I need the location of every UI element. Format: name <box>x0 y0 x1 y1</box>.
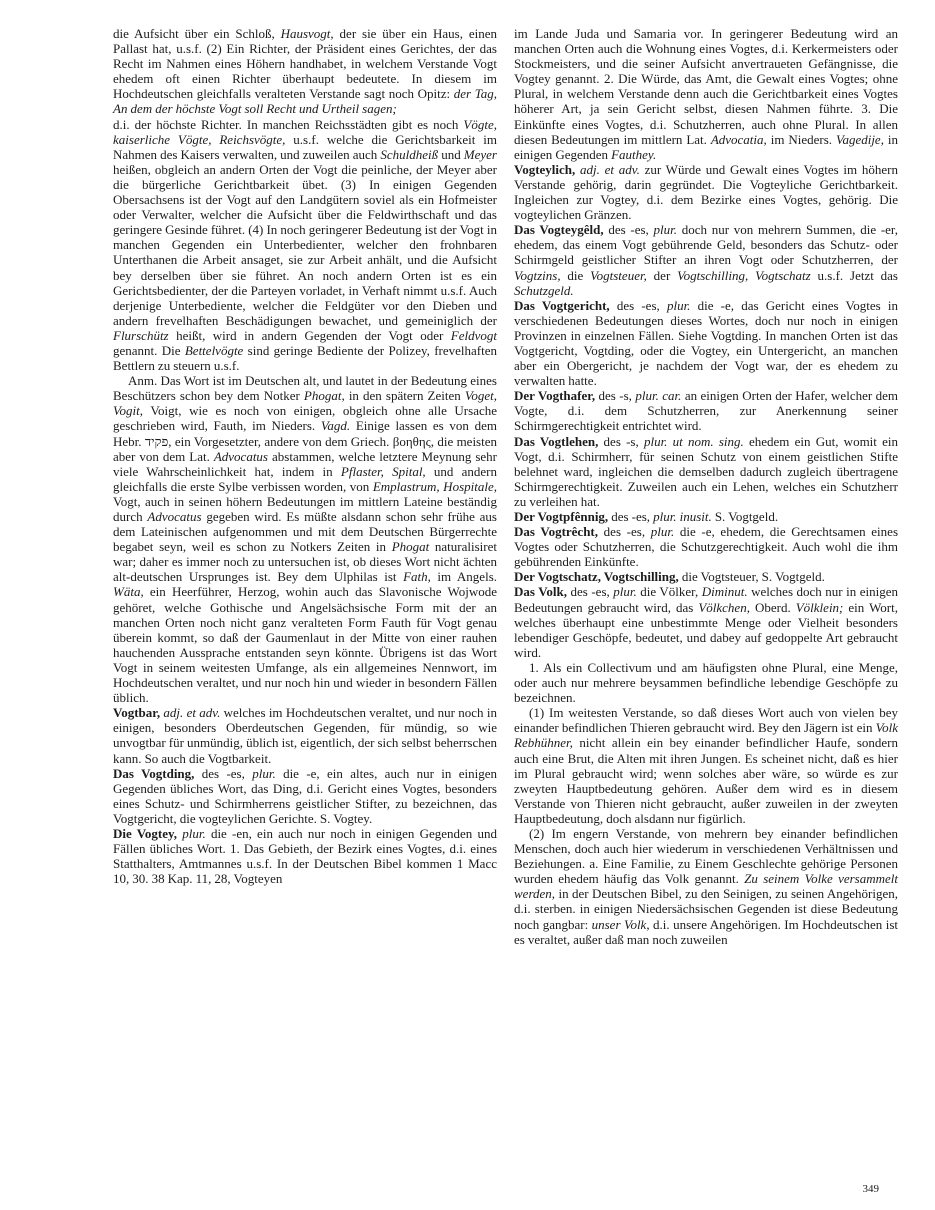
text-run: welches doch nur in einigen Bedeutungen gebraucht wird, das <box>514 584 898 615</box>
paragraph <box>113 117 497 374</box>
text-run-italic: Feldvogt <box>450 327 497 343</box>
text-run-italic: plur. inusit. <box>653 509 712 524</box>
entry-headword: Vogteylich, <box>514 161 576 177</box>
text-run: heißt, wird in andern Gegenden der Vogt oder <box>168 327 451 343</box>
text-run-italic: Zu seinem Volke versammelt werden, <box>514 871 898 902</box>
text-run-italic: Phogat <box>391 539 430 555</box>
entry-headword: Das Vogteygêld, <box>514 222 604 238</box>
paragraph <box>514 434 898 509</box>
text-run: die -e, das Gericht eines Vogtes in verschiedenen Bedeutungen dieses Wortes, doch nur noch in einigen Provinzen in einzelnen Fällen. Siehe Vogtding. In manchen Orten ist das Vogtgericht, Vogtding, oder die Vogtey, ein Untergericht, an manchen aber ein Obergericht, je nachdem der Vogt war, der es ehedem zu verwalten hatte. <box>514 297 898 389</box>
text-run-italic: Vogtsteuer, <box>590 267 647 283</box>
text-run: des -es, <box>608 509 654 524</box>
text-run: doch nur von mehrern Summen, die -er, ehedem, das einem Vogt gebührende Geld, besonders das Schutz- oder Schirmgeld geistlicher Stifter an ihren Vogt oder Schutzherren, der <box>514 222 898 268</box>
text-run: die Aufsicht über ein Schloß, <box>113 26 281 41</box>
text-run-italic: plur. <box>613 584 637 600</box>
entry-headword: Das Vogtlehen, <box>514 433 599 449</box>
text-run-italic: unser Volk, <box>591 916 650 932</box>
paragraph <box>514 162 898 222</box>
text-run: die -e, ehedem, die Gerechtsamen eines Vogtes oder Schutzherren, die Schutzgerechtigkeit. Auch wohl die ihm gebührenden Einkünfte. <box>514 524 899 570</box>
text-run-italic: Bettelvögte <box>184 342 244 358</box>
text-run-italic: Phogat, <box>303 388 345 404</box>
page-number: 349 <box>862 1183 879 1195</box>
text-run: S. Vogtgeld. <box>711 509 779 524</box>
text-run: in den spätern Zeiten <box>344 388 465 404</box>
text-run: Voigt, wie es noch von einigen, obgleich ohne alle Ursache geschrieben wird, Fauth, im Nieders. <box>113 403 497 434</box>
text-run: zur Würde und Gewalt eines Vogtes im höhern Verstande gehörig, darin gegründet. Die Vogteyliche Gerichtbarkeit. Ingleichen zur Vogtey, d.i. dem Bezirke eines Vogtes, gehörig. Die vogteylichen Gränzen. <box>514 161 898 223</box>
paragraph <box>514 826 898 947</box>
text-block <box>113 26 898 947</box>
text-run: welches im Hochdeutschen veraltet, und nur noch in einigen, besonders Oberdeutschen Gegenden, für mündig, so wie unvogtbar für unmündig, üblich ist, eigentlich, der sich selbst beherrschen kann. So auch die Vogtbarkeit. <box>113 705 497 766</box>
text-run-italic: Advocatia, <box>710 131 767 147</box>
text-run: im Lande Juda und Samaria vor. In geringerer Bedeutung wird an manchen Orten auch die Wohnung eines Vogtes, d.i. Kerkermeisters oder Stockmeisters, und die seiner Aufsicht anvertraueten Gefängnisse, die Vogtey genannt. 2. Die Würde, das Amt, die Gewalt eines Vogtes; ohne Plural, in welchem Verstande denn auch die Gerichtbarkeit eines Vogtes höherer Art, ja sein Gericht selbst, diesen Nahmen führte. 3. Die Einkünfte eines Vogtes, d.i. Schutzherren, auch ohne Plural. In allen diesen Bedeutungen im mittlern Lat. <box>514 26 898 147</box>
text-run-italic: plur. <box>666 297 691 313</box>
text-run: des -s, <box>598 433 644 449</box>
paragraph <box>514 584 898 659</box>
column-left <box>113 26 497 947</box>
text-run-italic: plur. <box>653 222 677 238</box>
text-run: Oberd. <box>749 599 796 615</box>
entry-headword: Das Vogtding, <box>113 765 195 781</box>
text-run-italic: Vagd. <box>320 418 351 434</box>
paragraph <box>514 524 898 569</box>
paragraph <box>514 705 898 826</box>
text-run-italic: Meyer <box>463 146 497 162</box>
text-run: d.i. der höchste Richter. In manchen Reichsstädten gibt es noch <box>113 116 464 132</box>
text-run: gegeben wird. Es müßte alsdann schon sehr frühe aus dem Lateinischen aufgenommen und mit dem Deutschen Bürgerrechte begabet seyn, weil es schon zu Notkers Zeiten in <box>113 509 497 555</box>
column-right <box>514 26 898 947</box>
text-run-italic: Emplastrum, Hospitale, <box>372 478 497 494</box>
text-run: naturalisiret war; daher es immer noch zu untersuchen ist, ob dieses Wort nicht ächten alt-deutschen Ursprunges ist. Bey dem Ulphilas ist <box>113 539 497 585</box>
text-run-italic: Flurschütz <box>113 327 169 343</box>
text-run-italic: der Tag, An dem der höchste Vogt soll Recht und Urtheil sagen; <box>113 86 498 117</box>
paragraph <box>113 705 497 765</box>
text-run: Vogt, auch in seinen höhern Bedeutungen im mittlern Lateine beständig durch <box>113 493 497 524</box>
text-run: des -es, <box>603 222 654 238</box>
paragraph <box>514 222 898 297</box>
text-run-italic: Fath, <box>403 569 431 585</box>
text-run: ein Heerführer, Herzog, wohin auch das Slavonische Wojwode gehöret, welche Gothische und Angelsächsische Form mit der an manchen Orten noch nicht ganz veralteten Form Fauth für Vogt genau überein kommt, so daß der Gaumenlaut in der Mitte von einer rauhen hauchenden Aussprache entstanden seyn könnte. Übrigens ist das Wort Vogt in seinem weitesten Umfange, als ein allgemeines Nennwort, im Hochdeutschen veraltet, und nur noch hin und wieder in besondern Fällen üblich. <box>113 584 497 706</box>
text-run: sind geringe Bediente der Polizey, frevelhaften Bettlern zu steuern u.s.f. <box>113 342 497 374</box>
paragraph <box>113 766 497 826</box>
text-run: u.s.f. Jetzt das <box>810 267 898 283</box>
text-run-italic: Vagedije, <box>835 131 884 147</box>
paragraph <box>514 26 898 162</box>
text-run: abstammen, welche letztere Meynung sehr viele Wahrscheinlichkeit hat, indem in <box>113 448 498 479</box>
text-run: u.s.f. welche die Gerichtsbarkeit im Nahmen des Kaisers verwalten, und zuweilen auch <box>113 131 497 162</box>
text-run: Anm. Das Wort ist im Deutschen alt, und lautet in der Bedeutung eines Beschützers schon bey dem Notker <box>113 373 497 404</box>
text-run: genannt. Die <box>113 342 185 358</box>
entry-headword: Der Vogtpfênnig, <box>514 509 609 524</box>
paragraph <box>113 26 497 117</box>
text-run: in einigen Gegenden <box>514 131 898 162</box>
text-run-italic: Schuldheiß <box>380 146 439 162</box>
text-run: ein Wort, welches überhaupt eine unbestimmte Menge oder Vielheit besonders lebendiger Geschöpfe, bedeutet, und dabey auf gedoppelte Art gebraucht wird. <box>514 599 898 660</box>
text-run-italic: plur. <box>650 524 675 540</box>
text-run-italic: plur. ut nom. sing. <box>643 433 744 449</box>
text-run: des -es, <box>609 297 667 313</box>
text-run: der sie über ein Haus, einen Pallast hat, u.s.f. (2) Ein Richter, der Präsident eines Gerichtes, der das Recht im Nahmen eines Höhern handhabet, in welchem Verstande Vogt ehedem oft einen Richter überhaupt bedeutete. In diesem im Hochdeutschen gleichfalls veralteten Verstande sagt noch Opitz: <box>113 26 497 102</box>
text-run: des -es, <box>567 584 614 600</box>
paragraph <box>514 388 898 433</box>
text-run: im Angels. <box>430 569 497 585</box>
text-run-italic: Völklein; <box>795 599 844 615</box>
text-run-italic: Fauthey. <box>611 146 657 162</box>
text-run: und <box>438 146 464 162</box>
text-run: die -e, ein altes, auch nur in einigen Gegenden übliches Wort, das Ding, d.i. Gericht eines Vogtes, besonders eines Schutz- und Schirmherrens geistlicher Stifter, zu bezeichnen, das Vogtgericht, die vogteylichen Gerichte. S. Vogtey. <box>113 765 497 826</box>
paragraph <box>514 569 898 584</box>
text-run-italic: Advocatus <box>147 509 202 524</box>
entry-headword: Das Vogtrêcht, <box>514 524 599 540</box>
text-run: der <box>646 267 678 283</box>
text-run: heißen, obgleich an andern Orten der Vogt die peinliche, der Meyer aber die bürgerliche Gerichtbarkeit übet. (3) In einigen Gegenden Obersachsens ist der Vogt auf den Landgütern soviel als ein Hofmeister oder Verwalter, welcher die Aufsicht über die Feldwirthschaft und das geringere Gesinde führet. (4) In noch geringerer Bedeutung ist der Vogt in manchen Gegenden ein Unterbedienter, welcher den frohnbaren Unterthanen die Arbeit ansaget, sie zur Arbeit anhält, und die Aufsicht bey derselben über sie führet. An noch andern Orten ist es ein Gerichtsbedienter, der die Parteyen vorladet, in Verhaft nimmt u.s.f. Auch derjenige Unterbediente, welcher die Feldgüter vor den Dieben und andern frevelhaften Beschädigungen bewachet, und gemeiniglich der <box>113 161 497 328</box>
entry-headword: Vogtbar, <box>113 705 161 721</box>
text-run-italic: Diminut. <box>701 584 748 600</box>
text-run-italic: Volk Rebhühner, <box>514 720 898 751</box>
text-run-italic: Vogtzins, <box>514 267 561 283</box>
text-run: und andern gleichfalls die erste Sylbe verbissen worden, von <box>113 463 497 494</box>
text-run-italic: Pflaster, Spital, <box>340 463 426 479</box>
text-run-italic: Vogtschilling, Vogtschatz <box>677 267 811 283</box>
text-run: d.i. unsere Angehörigen. Im Hochdeutschen ist es veraltet, außer daß man noch zuweilen <box>514 916 899 947</box>
text-run-italic: adj. et adv. <box>580 161 640 177</box>
text-run: an einigen Orten der Hafer, welcher dem Vogte, d.i. dem Schutzherren, zur Anerkennung seiner Schirmgerechtigkeit entrichtet wird. <box>514 388 898 434</box>
text-run-italic: Voget, Vogit, <box>113 388 497 419</box>
entry-headword: Der Vogtschatz, Vogtschilling, <box>514 569 679 585</box>
text-run: die Vogtsteuer, S. Vogtgeld. <box>678 569 825 585</box>
entry-headword: Die Vogtey, <box>113 825 178 841</box>
text-run: die -en, ein auch nur noch in einigen Gegenden und Fällen übliches Wort. 1. Das Gebieth, der Bezirk eines Vogtes, d.i. eines Statthalters, Amtmannes u.s.f. In der Deutschen Bibel kommen 1 Macc 10, 30. 38 Kap. 11, 28, Vogteyen <box>113 825 497 887</box>
text-run: 1. Als ein Collectivum und am häufigsten ohne Plural, eine Menge, oder auch nur mehrere beysammen befindliche lebendige Geschöpfe zu bezeichnen. <box>514 659 898 706</box>
text-run: Einige lassen es von dem Hebr. פקיד, ein Vorgesetzter, andere von dem Griech. βοηθης, die meisten aber von dem Lat. <box>113 418 497 464</box>
entry-headword: Das Volk, <box>514 584 568 600</box>
paragraph <box>113 373 497 705</box>
text-run: des -es, <box>598 524 651 540</box>
text-run: des -s, <box>595 388 636 404</box>
text-run: in der Deutschen Bibel, zu den Seinigen, zu seinen Angehörigen, d.i. sterben. in einigen Niedersächsischen Gegenden ist diese Bedeutung noch gangbar: <box>514 886 898 932</box>
entry-headword: Das Vogtgericht, <box>514 297 610 313</box>
text-run-italic: Schutzgeld. <box>514 282 574 298</box>
text-run-italic: Völkchen, <box>698 599 750 615</box>
text-run: (1) Im weitesten Verstande, so daß dieses Wort auch von vielen bey einander befindlichen Thieren gebraucht wird. Bey den Jägern ist ein <box>514 705 898 736</box>
text-run: (2) Im engern Verstande, von mehrern bey einander befindlichen Menschen, doch auch hier wiederum in verschiedenen Verhältnissen und Beziehungen. a. Eine Familie, zu Einem Geschlechte gehörige Personen wurden ehedem häufig das Volk genannt. <box>514 825 898 887</box>
text-run-italic: Hausvogt, <box>280 26 334 41</box>
paragraph <box>514 509 898 524</box>
text-run: im Nieders. <box>766 131 836 147</box>
paragraph <box>113 826 497 886</box>
text-run-italic: Advocatus <box>213 448 268 464</box>
text-run: des -es, <box>194 765 253 781</box>
paragraph <box>514 660 898 705</box>
text-run: die Völker, <box>636 584 702 600</box>
entry-headword: Der Vogthafer, <box>514 388 596 404</box>
text-run-italic: adj. et adv. <box>163 705 221 721</box>
text-run-italic: plur. <box>252 765 276 781</box>
text-run-italic: Wäta, <box>113 584 144 600</box>
text-run: nicht allein ein bey einander befindlicher Haufe, sondern auch eine Brut, die Alten mit ihren Jungen. Es scheinet nicht, daß es hier im Plural gebraucht wird; wenn solches aber wäre, so würde es zur zweyten Hauptbedeutung gehören. Außer dem wird es in diesem Verstande von Thieren nicht gebraucht, außer zuweilen in der zweyten Hauptbedeutung, doch alsdann nur figürlich. <box>514 735 898 826</box>
text-run-italic: Vögte, kaiserliche Vögte, Reichsvögte, <box>113 116 497 147</box>
text-run: ehedem ein Gut, womit ein Vogt, d.i. Schirmherr, für seinen Schutz von einem geistlichen Stifte belehnet ward, ingleichen die demselben dadurch zugleich übertragene Schirmgerechtigkeit. Zuweilen auch ein Lehen, welches ein Schutzherr zu verleihen hat. <box>514 433 899 509</box>
paragraph <box>514 298 898 389</box>
text-run-italic: plur. <box>182 825 206 841</box>
text-run: die <box>560 267 591 283</box>
text-run-italic: plur. car. <box>635 388 682 404</box>
